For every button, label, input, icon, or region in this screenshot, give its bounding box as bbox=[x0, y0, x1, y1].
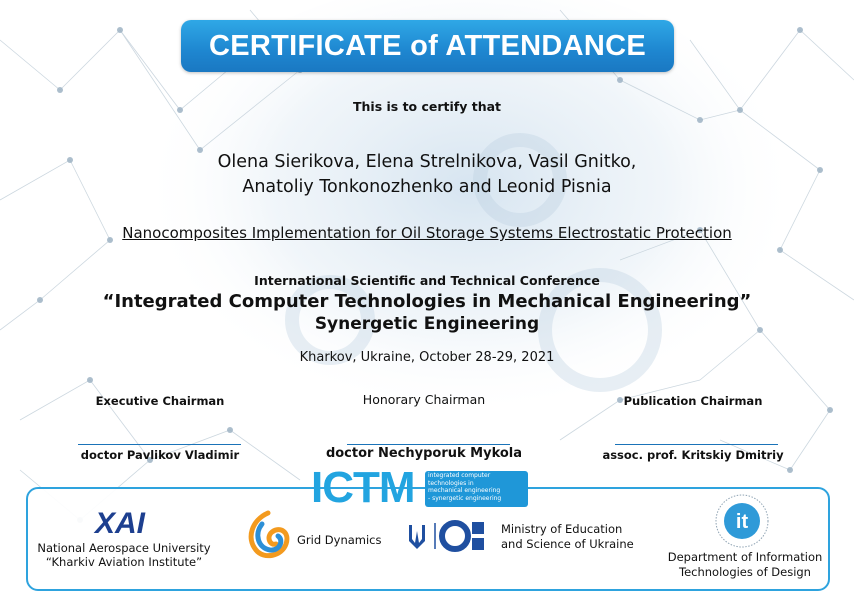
ministry-logo-icon bbox=[442, 523, 468, 549]
conference-subtitle: Synergetic Engineering bbox=[314, 314, 540, 334]
ictm-logo-icon: ICTM bbox=[311, 463, 415, 512]
location-date: Kharkov, Ukraine, October 28-29, 2021 bbox=[299, 350, 555, 365]
ictm-desc-line-2: technologies in bbox=[428, 479, 474, 487]
executive-chairman-name: doctor Pavlikov Vladimir bbox=[80, 448, 240, 462]
conference-type: International Scientific and Technical Conference bbox=[254, 273, 600, 288]
conference-name: “Integrated Computer Technologies in Mechanical Engineering” bbox=[102, 291, 752, 312]
ictm-description bbox=[428, 472, 528, 502]
ministry-name bbox=[501, 522, 634, 552]
ministry-logos bbox=[406, 519, 486, 553]
publication-chairman-name: assoc. prof. Kritskiy Dmitriy bbox=[602, 448, 784, 462]
recipient-names-line-2: Anatoliy Tonkonozhenko and Leonid Pisnia bbox=[242, 177, 612, 197]
svg-text:it: it bbox=[735, 511, 749, 533]
it-department-logo-icon bbox=[712, 493, 772, 549]
executive-chairman-role: Executive Chairman bbox=[95, 394, 225, 408]
recipient-names bbox=[0, 150, 854, 200]
ictm-desc-line-4: - synergetic engineering bbox=[428, 494, 502, 502]
ukraine-trident-icon bbox=[409, 525, 425, 549]
nau-name bbox=[30, 541, 218, 569]
honorary-chairman-name: doctor Nechyporuk Mykola bbox=[325, 446, 523, 461]
publication-chairman-role: Publication Chairman bbox=[623, 394, 763, 408]
department-name-line-2: Technologies of Design bbox=[679, 565, 811, 579]
ministry-name-line-2: and Science of Ukraine bbox=[501, 537, 634, 551]
honorary-signature-line bbox=[347, 444, 510, 445]
grid-dynamics-logo-icon bbox=[244, 510, 292, 560]
nau-name-line-2: “Kharkiv Aviation Institute” bbox=[45, 555, 203, 569]
grid-dynamics-label: Grid Dynamics bbox=[297, 533, 382, 547]
paper-title: Nanocomposites Implementation for Oil Storage Systems Electrostatic Protection bbox=[122, 224, 732, 242]
department-name-line-1: Department of Information bbox=[667, 550, 823, 564]
publication-signature-line bbox=[615, 444, 778, 445]
recipient-names-line-1: Olena Sierikova, Elena Strelnikova, Vasil Gnitko, bbox=[217, 152, 637, 172]
ictm-desc-line-1: integrated computer bbox=[428, 472, 491, 479]
certify-line: This is to certify that bbox=[352, 99, 502, 114]
ministry-name-line-1: Ministry of Education bbox=[501, 522, 623, 536]
certificate-title: CERTIFICATE of ATTENDANCE bbox=[208, 29, 647, 62]
svg-text:XAI: XAI bbox=[94, 507, 146, 539]
ictm-desc-line-3: mechanical engineering bbox=[428, 487, 501, 494]
nau-logo-icon bbox=[88, 505, 152, 539]
executive-signature-line bbox=[78, 444, 241, 445]
nau-name-line-1: National Aerospace University bbox=[37, 541, 211, 555]
certificate-title-banner bbox=[181, 20, 674, 72]
honorary-chairman-role: Honorary Chairman bbox=[362, 392, 486, 407]
department-name bbox=[650, 550, 840, 580]
